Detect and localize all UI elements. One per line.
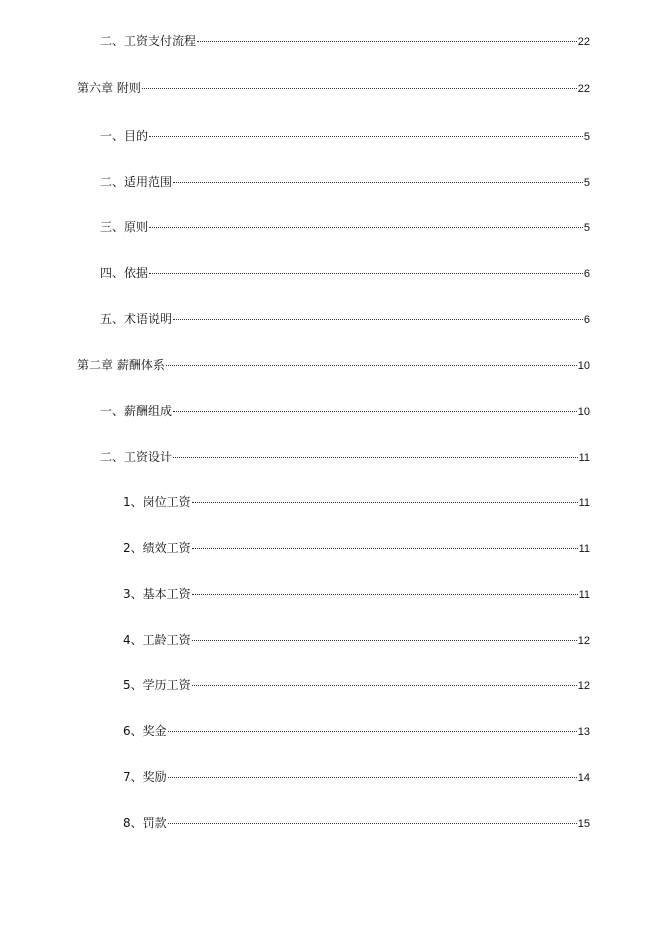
dot-leader	[173, 411, 577, 412]
toc-page-number: 10	[577, 360, 590, 372]
toc-entry-title: 二、工资支付流程	[100, 34, 197, 48]
dot-leader	[192, 548, 578, 549]
dot-leader	[197, 41, 577, 42]
dot-leader	[149, 227, 583, 228]
dot-leader	[192, 640, 577, 641]
dot-leader	[166, 365, 577, 366]
toc-entry[interactable]	[123, 630, 590, 650]
toc-entry-title: 三、原则	[100, 220, 149, 234]
toc-page-number: 11	[578, 589, 590, 601]
toc-page-number: 15	[577, 818, 590, 830]
toc-page-number: 10	[577, 406, 590, 418]
toc-entry-title: 6、奖金	[123, 724, 167, 738]
toc-entry-title: 8、罚款	[123, 816, 167, 830]
toc-page-number: 12	[577, 680, 590, 692]
toc-page-number: 5	[583, 222, 590, 234]
toc-entry[interactable]	[77, 355, 590, 375]
toc-entry-title: 3、基本工资	[123, 587, 191, 601]
toc-page-number: 13	[577, 726, 590, 738]
dot-leader	[192, 594, 578, 595]
dot-leader	[149, 136, 583, 137]
toc-page-number: 6	[583, 314, 590, 326]
toc-entry-title: 第六章 附则	[77, 81, 141, 95]
toc-entry[interactable]	[123, 675, 590, 695]
toc-entry[interactable]	[123, 538, 590, 558]
toc-page-number: 5	[583, 131, 590, 143]
toc-entry[interactable]	[123, 492, 590, 512]
dot-leader	[192, 685, 577, 686]
dot-leader	[142, 88, 577, 89]
toc-entry[interactable]	[100, 172, 590, 192]
toc-page-number: 5	[583, 177, 590, 189]
toc-page-number: 12	[577, 635, 590, 647]
toc-entry[interactable]	[100, 31, 590, 51]
dot-leader	[168, 731, 577, 732]
toc-entry-title: 4、工龄工资	[123, 633, 191, 647]
toc-entry[interactable]	[123, 721, 590, 741]
toc-entry-title: 五、术语说明	[100, 312, 173, 326]
toc-page-number: 11	[578, 452, 590, 464]
toc-entry[interactable]	[123, 767, 590, 787]
toc-page-number: 11	[578, 543, 590, 555]
toc-entry-title: 二、适用范围	[100, 175, 173, 189]
toc-entry-title: 5、学历工资	[123, 678, 191, 692]
toc-page-number: 22	[577, 36, 590, 48]
toc-page-number: 22	[577, 83, 590, 95]
toc-entry[interactable]	[100, 309, 590, 329]
dot-leader	[173, 319, 583, 320]
toc-entry-title: 二、工资设计	[100, 450, 173, 464]
toc-entry[interactable]	[123, 584, 590, 604]
toc-entry-title: 7、奖励	[123, 770, 167, 784]
dot-leader	[168, 823, 577, 824]
toc-entry[interactable]	[100, 126, 590, 146]
toc-entry-title: 四、依据	[100, 266, 149, 280]
toc-entry[interactable]	[100, 447, 590, 467]
toc-page-number: 6	[583, 268, 590, 280]
toc-entry[interactable]	[123, 813, 590, 833]
toc-entry-title: 一、目的	[100, 129, 149, 143]
toc-entry[interactable]	[100, 217, 590, 237]
toc-page-number: 14	[577, 772, 590, 784]
dot-leader	[168, 777, 577, 778]
toc-entry[interactable]	[100, 401, 590, 421]
toc-entry-title: 1、岗位工资	[123, 495, 191, 509]
dot-leader	[173, 457, 578, 458]
toc-entry-title: 一、薪酬组成	[100, 404, 173, 418]
dot-leader	[173, 182, 583, 183]
dot-leader	[149, 273, 583, 274]
toc-page-number: 11	[578, 497, 590, 509]
toc-entry-title: 第二章 薪酬体系	[77, 358, 165, 372]
dot-leader	[192, 502, 578, 503]
toc-entry-title: 2、绩效工资	[123, 541, 191, 555]
toc-entry[interactable]	[100, 263, 590, 283]
toc-entry[interactable]	[77, 78, 590, 98]
